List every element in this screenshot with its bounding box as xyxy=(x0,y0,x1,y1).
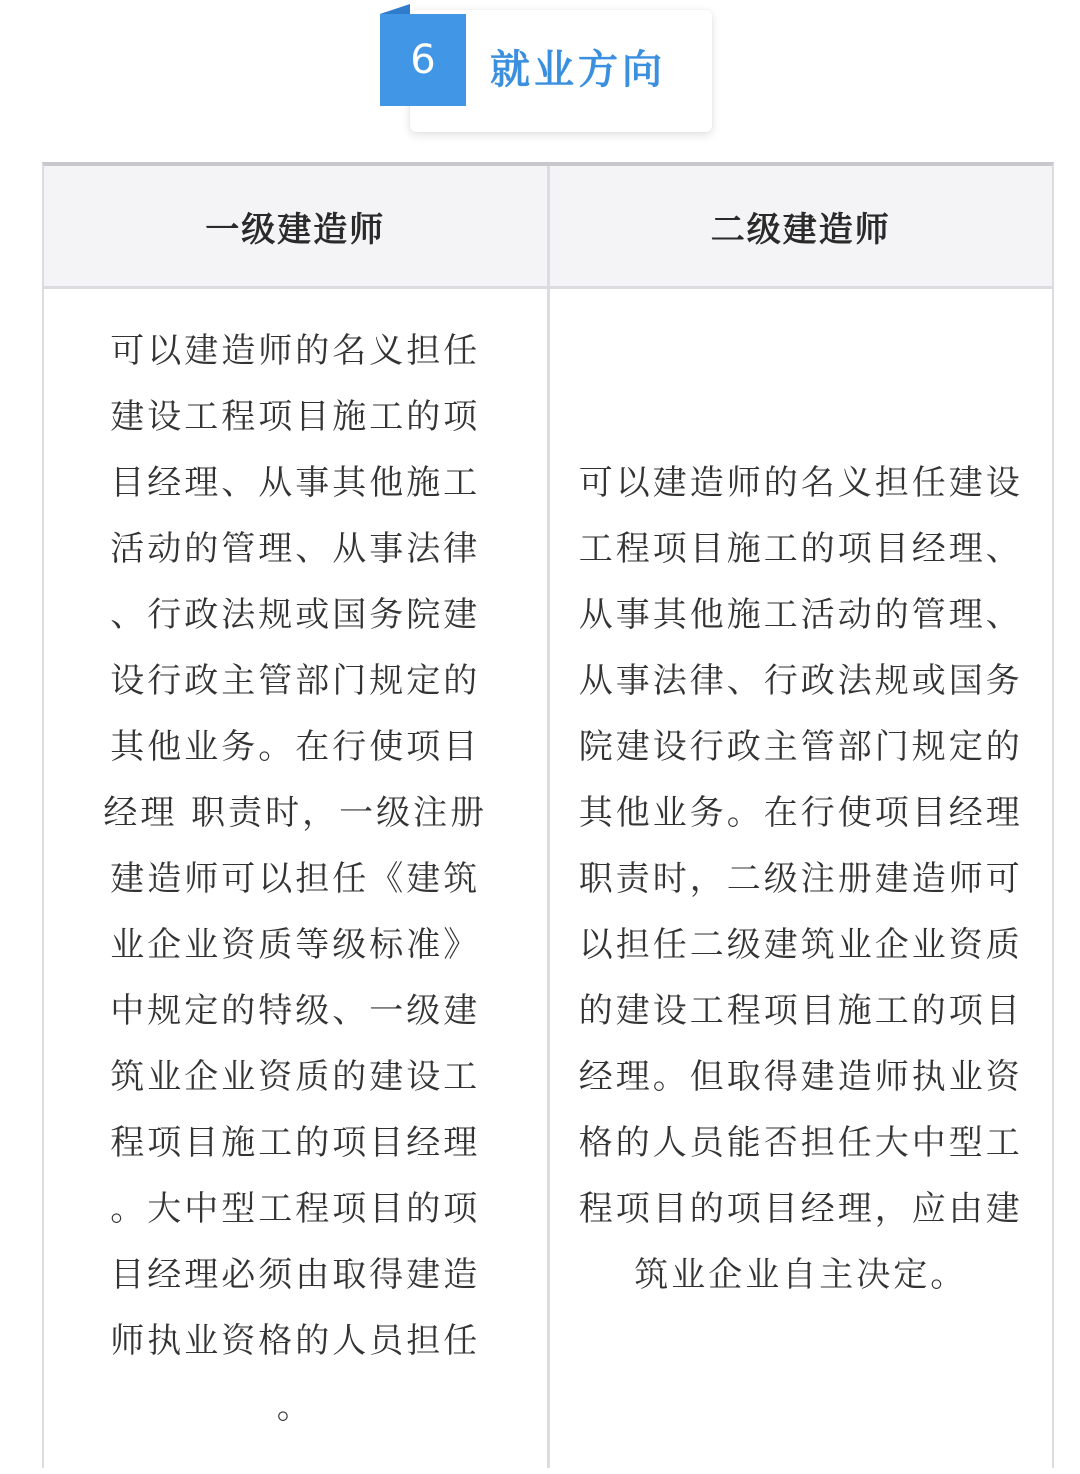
level1-description: 可以建造师的名义担任 建设工程项目施工的项 目经理、从事其他施工 活动的管理、从事法律 、行政法规或国务院建 设行政主管部门规定的 其他业务。在行使项目 经理 职责时，一级注册 建造师可以担任《建筑 业企业资质等级标准》 中规定的特级、一级建 筑业企业资质的建设工 程项目施工的项目经理 。大中型工程项目的项 目经理必须由取得建造 师执业资格的人员担任 。 xyxy=(103,330,488,1427)
table-row xyxy=(44,288,1052,1469)
column-header-level2: 二级建造师 xyxy=(548,166,1052,288)
level2-description: 可以建造师的名义担任建设 工程项目施工的项目经理、 从事其他施工活动的管理、 从事法律、行政法规或国务 院建设行政主管部门规定的 其他业务。在行使项目经理 职责时，二级注册建造师可 以担任二级建筑业企业资质 的建设工程项目施工的项目 经理。但取得建造师执业资 格的人员能否担任大中型工 程项目的项目经理，应由建 筑业企业自主决定。 xyxy=(578,462,1023,1295)
comparison-table xyxy=(42,162,1054,1468)
section-number: 6 xyxy=(410,37,436,83)
section-title: 就业方向 xyxy=(490,47,666,93)
section-number-badge xyxy=(380,14,466,106)
table-cell-level1 xyxy=(44,288,548,1469)
badge-fold-decoration xyxy=(380,4,410,14)
column-header-level1: 一级建造师 xyxy=(44,166,548,288)
table-header-row xyxy=(44,166,1052,288)
section-header xyxy=(380,4,714,136)
table-cell-level2 xyxy=(548,288,1052,1469)
